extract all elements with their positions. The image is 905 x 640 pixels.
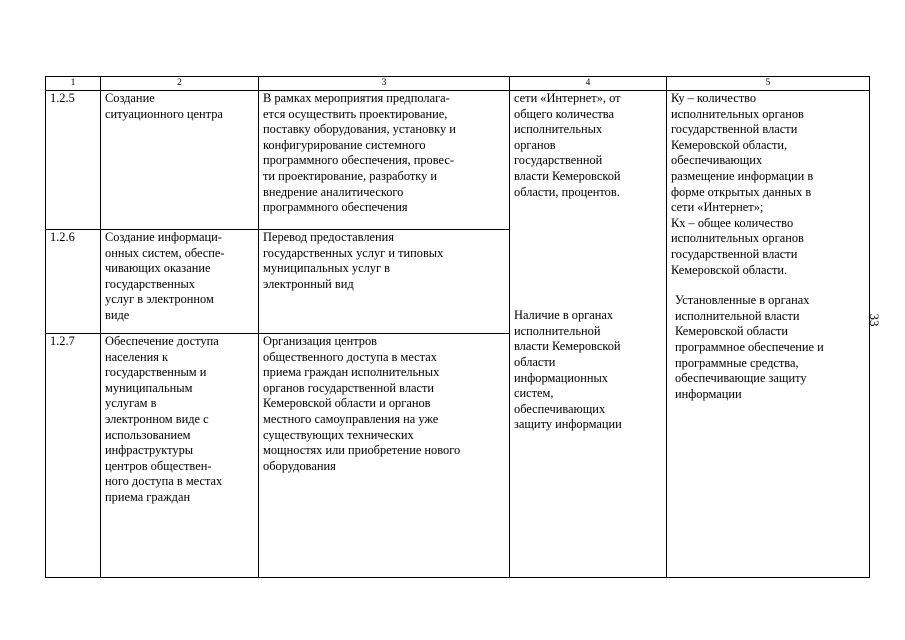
indicator-text-2: Наличие в органах исполнительной власти Кемеровской области информационных систем, обеспечивающих защиту информации (514, 308, 622, 432)
column-header: 3 (259, 77, 510, 91)
measure-description: Перевод предоставления государственных услуг и типовых муниципальных услуг в электронный вид (259, 230, 510, 334)
formula-text-2: Установленные в органах исполнительной власти Кемеровской области программное обеспечение и программные средства, обеспечивающие защиту информации (675, 293, 824, 401)
indicator-cell (510, 91, 667, 578)
measure-description: В рамках мероприятия предполага- ется осуществить проектирование, поставку оборудования, установку и конфигурирование системного программного обеспечения, провес- ти проектирование, разработку и внедрение аналитического программного обеспечения (259, 91, 510, 230)
table-header-row (46, 77, 870, 91)
measures-table (45, 76, 870, 578)
page-number: 33 (867, 313, 882, 327)
formula-cell (667, 91, 870, 578)
row-number: 1.2.5 (46, 91, 101, 230)
row-number: 1.2.6 (46, 230, 101, 334)
column-header: 4 (510, 77, 667, 91)
formula-text-1: Ку – количество исполнительных органов государственной власти Кемеровской области, обеспечивающих размещение информации в форме открытых данных в сети «Интернет»; Кх – общее количество исполнительных органов государственной власти Кемеровской области. (671, 91, 814, 277)
measure-name: Создание информаци- онных систем, обеспе- чивающих оказание государственных услуг в электронном виде (101, 230, 259, 334)
table-row (46, 91, 870, 230)
measure-description: Организация центров общественного доступа в местах приема граждан исполнительных органов государственной власти Кемеровской области и органов местного самоуправления на уже существующих технических мощностях или приобретение нового оборудования (259, 334, 510, 578)
measure-name: Обеспечение доступа населения к государственным и муниципальным услугам в электронном виде с использованием инфраструктуры центров обществен- ного доступа в местах приема граждан (101, 334, 259, 578)
indicator-text-1: сети «Интернет», от общего количества исполнительных органов государственной власти Кемеровской области, процентов. (514, 91, 621, 199)
row-number: 1.2.7 (46, 334, 101, 578)
column-header: 1 (46, 77, 101, 91)
column-header: 5 (667, 77, 870, 91)
column-header: 2 (101, 77, 259, 91)
measure-name: Создание ситуационного центра (101, 91, 259, 230)
